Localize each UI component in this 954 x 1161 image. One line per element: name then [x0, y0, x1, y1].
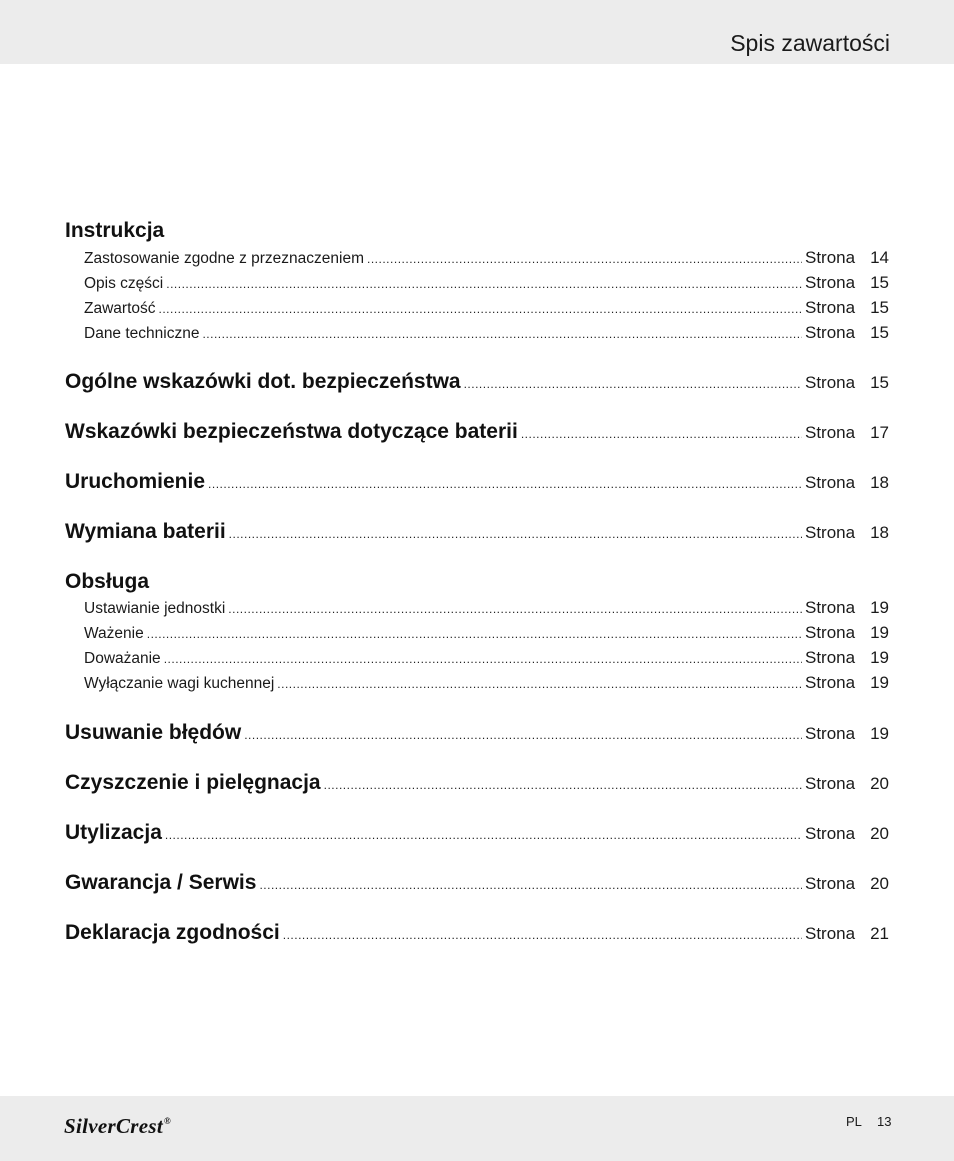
silvercrest-logo: [64, 1114, 171, 1139]
page-word: Strona: [805, 273, 856, 292]
toc-entry-label: Zawartość: [84, 300, 156, 317]
toc-entry-label: Dane techniczne: [84, 325, 200, 342]
toc-section-heading: [65, 218, 889, 244]
toc-entry-main[interactable]: [65, 870, 889, 896]
toc-entry-label: Ustawianie jednostki: [84, 600, 226, 617]
page-word: Strona: [805, 673, 856, 692]
toc-heading-uruchomienie: Uruchomienie: [65, 470, 206, 493]
page-number: 19: [870, 598, 889, 617]
toc-page-ref: [805, 373, 889, 393]
toc-page-ref: [805, 724, 889, 744]
dot-leader: [324, 778, 802, 792]
page-word: Strona: [805, 323, 856, 342]
dot-leader: [164, 649, 802, 669]
page-title: Spis zawartości: [730, 30, 890, 56]
toc-entry[interactable]: [65, 298, 889, 319]
toc-entry[interactable]: [65, 673, 889, 694]
toc-heading-czyszczenie: Czyszczenie i pielęgnacja: [65, 771, 321, 794]
dot-leader: [165, 828, 802, 842]
page-number: 21: [870, 924, 889, 943]
page-word: Strona: [805, 248, 856, 267]
dot-leader: [229, 527, 802, 541]
dot-leader: [202, 324, 802, 344]
page-number: 15: [870, 298, 889, 317]
page-number: 19: [870, 673, 889, 692]
toc-entry-main[interactable]: [65, 469, 889, 495]
page-word: Strona: [805, 774, 856, 793]
page-number: 20: [870, 824, 889, 843]
dot-leader: [283, 928, 802, 942]
toc-heading-obsluga: Obsługa: [65, 570, 150, 593]
toc-heading-instrukcja: Instrukcja: [65, 219, 165, 242]
page-word: Strona: [805, 423, 856, 442]
dot-leader: [159, 299, 803, 319]
page-word: Strona: [805, 523, 856, 542]
page-number: 15: [870, 323, 889, 342]
toc-entry-main[interactable]: [65, 820, 889, 846]
toc-entry-label: Doważanie: [84, 650, 161, 667]
toc-entry-label: Ważenie: [84, 625, 144, 642]
toc-page-ref: [805, 598, 889, 618]
page-number: 18: [870, 523, 889, 542]
page-number: 15: [870, 273, 889, 292]
page-number: 20: [870, 774, 889, 793]
toc-heading-wymiana: Wymiana baterii: [65, 520, 226, 543]
page-number-footer: 13: [877, 1114, 892, 1129]
toc-heading-utylizacja: Utylizacja: [65, 821, 162, 844]
toc-entry-main[interactable]: [65, 369, 889, 395]
toc-heading-usuwanie: Usuwanie błędów: [65, 721, 242, 744]
toc-page-ref: [805, 673, 889, 693]
dot-leader: [367, 249, 802, 269]
toc-page-ref: [805, 323, 889, 343]
toc-entry[interactable]: [65, 623, 889, 644]
page-number: 19: [870, 724, 889, 743]
toc-entry[interactable]: [65, 648, 889, 669]
page-word: Strona: [805, 473, 856, 492]
dot-leader: [228, 599, 802, 619]
toc-entry-label: Wyłączanie wagi kuchennej: [84, 675, 275, 692]
toc-page-ref: [805, 523, 889, 543]
page-word: Strona: [805, 648, 856, 667]
dot-leader: [277, 674, 802, 694]
page-number: 20: [870, 874, 889, 893]
toc-entry[interactable]: [65, 248, 889, 269]
toc-page-ref: [805, 423, 889, 443]
dot-leader: [208, 477, 802, 491]
page-word: Strona: [805, 298, 856, 317]
dot-leader: [166, 274, 802, 294]
toc-page-ref: [805, 824, 889, 844]
toc-entry-label: Opis części: [84, 275, 164, 292]
toc-page-ref: [805, 298, 889, 318]
page-number: 19: [870, 623, 889, 642]
toc-entry-main[interactable]: [65, 419, 889, 445]
page-word: Strona: [805, 373, 856, 392]
toc-heading-baterie: Wskazówki bezpieczeństwa dotyczące baterii: [65, 420, 518, 443]
toc-heading-deklaracja: Deklaracja zgodności: [65, 921, 280, 944]
toc-page-ref: [805, 924, 889, 944]
toc-entry-main[interactable]: [65, 920, 889, 946]
page-word: Strona: [805, 623, 856, 642]
toc-entry[interactable]: [65, 598, 889, 619]
toc-entry[interactable]: [65, 323, 889, 344]
toc-page-ref: [805, 648, 889, 668]
dot-leader: [521, 427, 802, 441]
toc-page-ref: [805, 248, 889, 268]
logo-text: SilverCrest: [64, 1114, 163, 1138]
toc-entry-main[interactable]: [65, 770, 889, 796]
page-word: Strona: [805, 924, 856, 943]
page-word: Strona: [805, 824, 856, 843]
toc-entry-label: Zastosowanie zgodne z przeznaczeniem: [84, 250, 365, 267]
page-number: 18: [870, 473, 889, 492]
toc-page-ref: [805, 874, 889, 894]
toc-entry-main[interactable]: [65, 519, 889, 545]
dot-leader: [259, 878, 802, 892]
page-word: Strona: [805, 874, 856, 893]
toc-entry[interactable]: [65, 273, 889, 294]
page-word: Strona: [805, 724, 856, 743]
page-word: Strona: [805, 598, 856, 617]
page-number: 15: [870, 373, 889, 392]
toc-heading-ogolne: Ogólne wskazówki dot. bezpieczeństwa: [65, 370, 461, 393]
toc-page-ref: [805, 473, 889, 493]
dot-leader: [244, 728, 802, 742]
page-number: 14: [870, 248, 889, 267]
dot-leader: [464, 377, 802, 391]
page-number: 19: [870, 648, 889, 667]
registered-mark-icon: ®: [163, 1116, 172, 1126]
page-number: 17: [870, 423, 889, 442]
toc-page-ref: [805, 774, 889, 794]
toc-page-ref: [805, 623, 889, 643]
dot-leader: [147, 624, 802, 644]
toc-heading-gwarancja: Gwarancja / Serwis: [65, 871, 257, 894]
toc-section-heading: [65, 569, 889, 595]
toc-page-ref: [805, 273, 889, 293]
toc-entry-main[interactable]: [65, 720, 889, 746]
language-code: PL: [846, 1114, 862, 1129]
